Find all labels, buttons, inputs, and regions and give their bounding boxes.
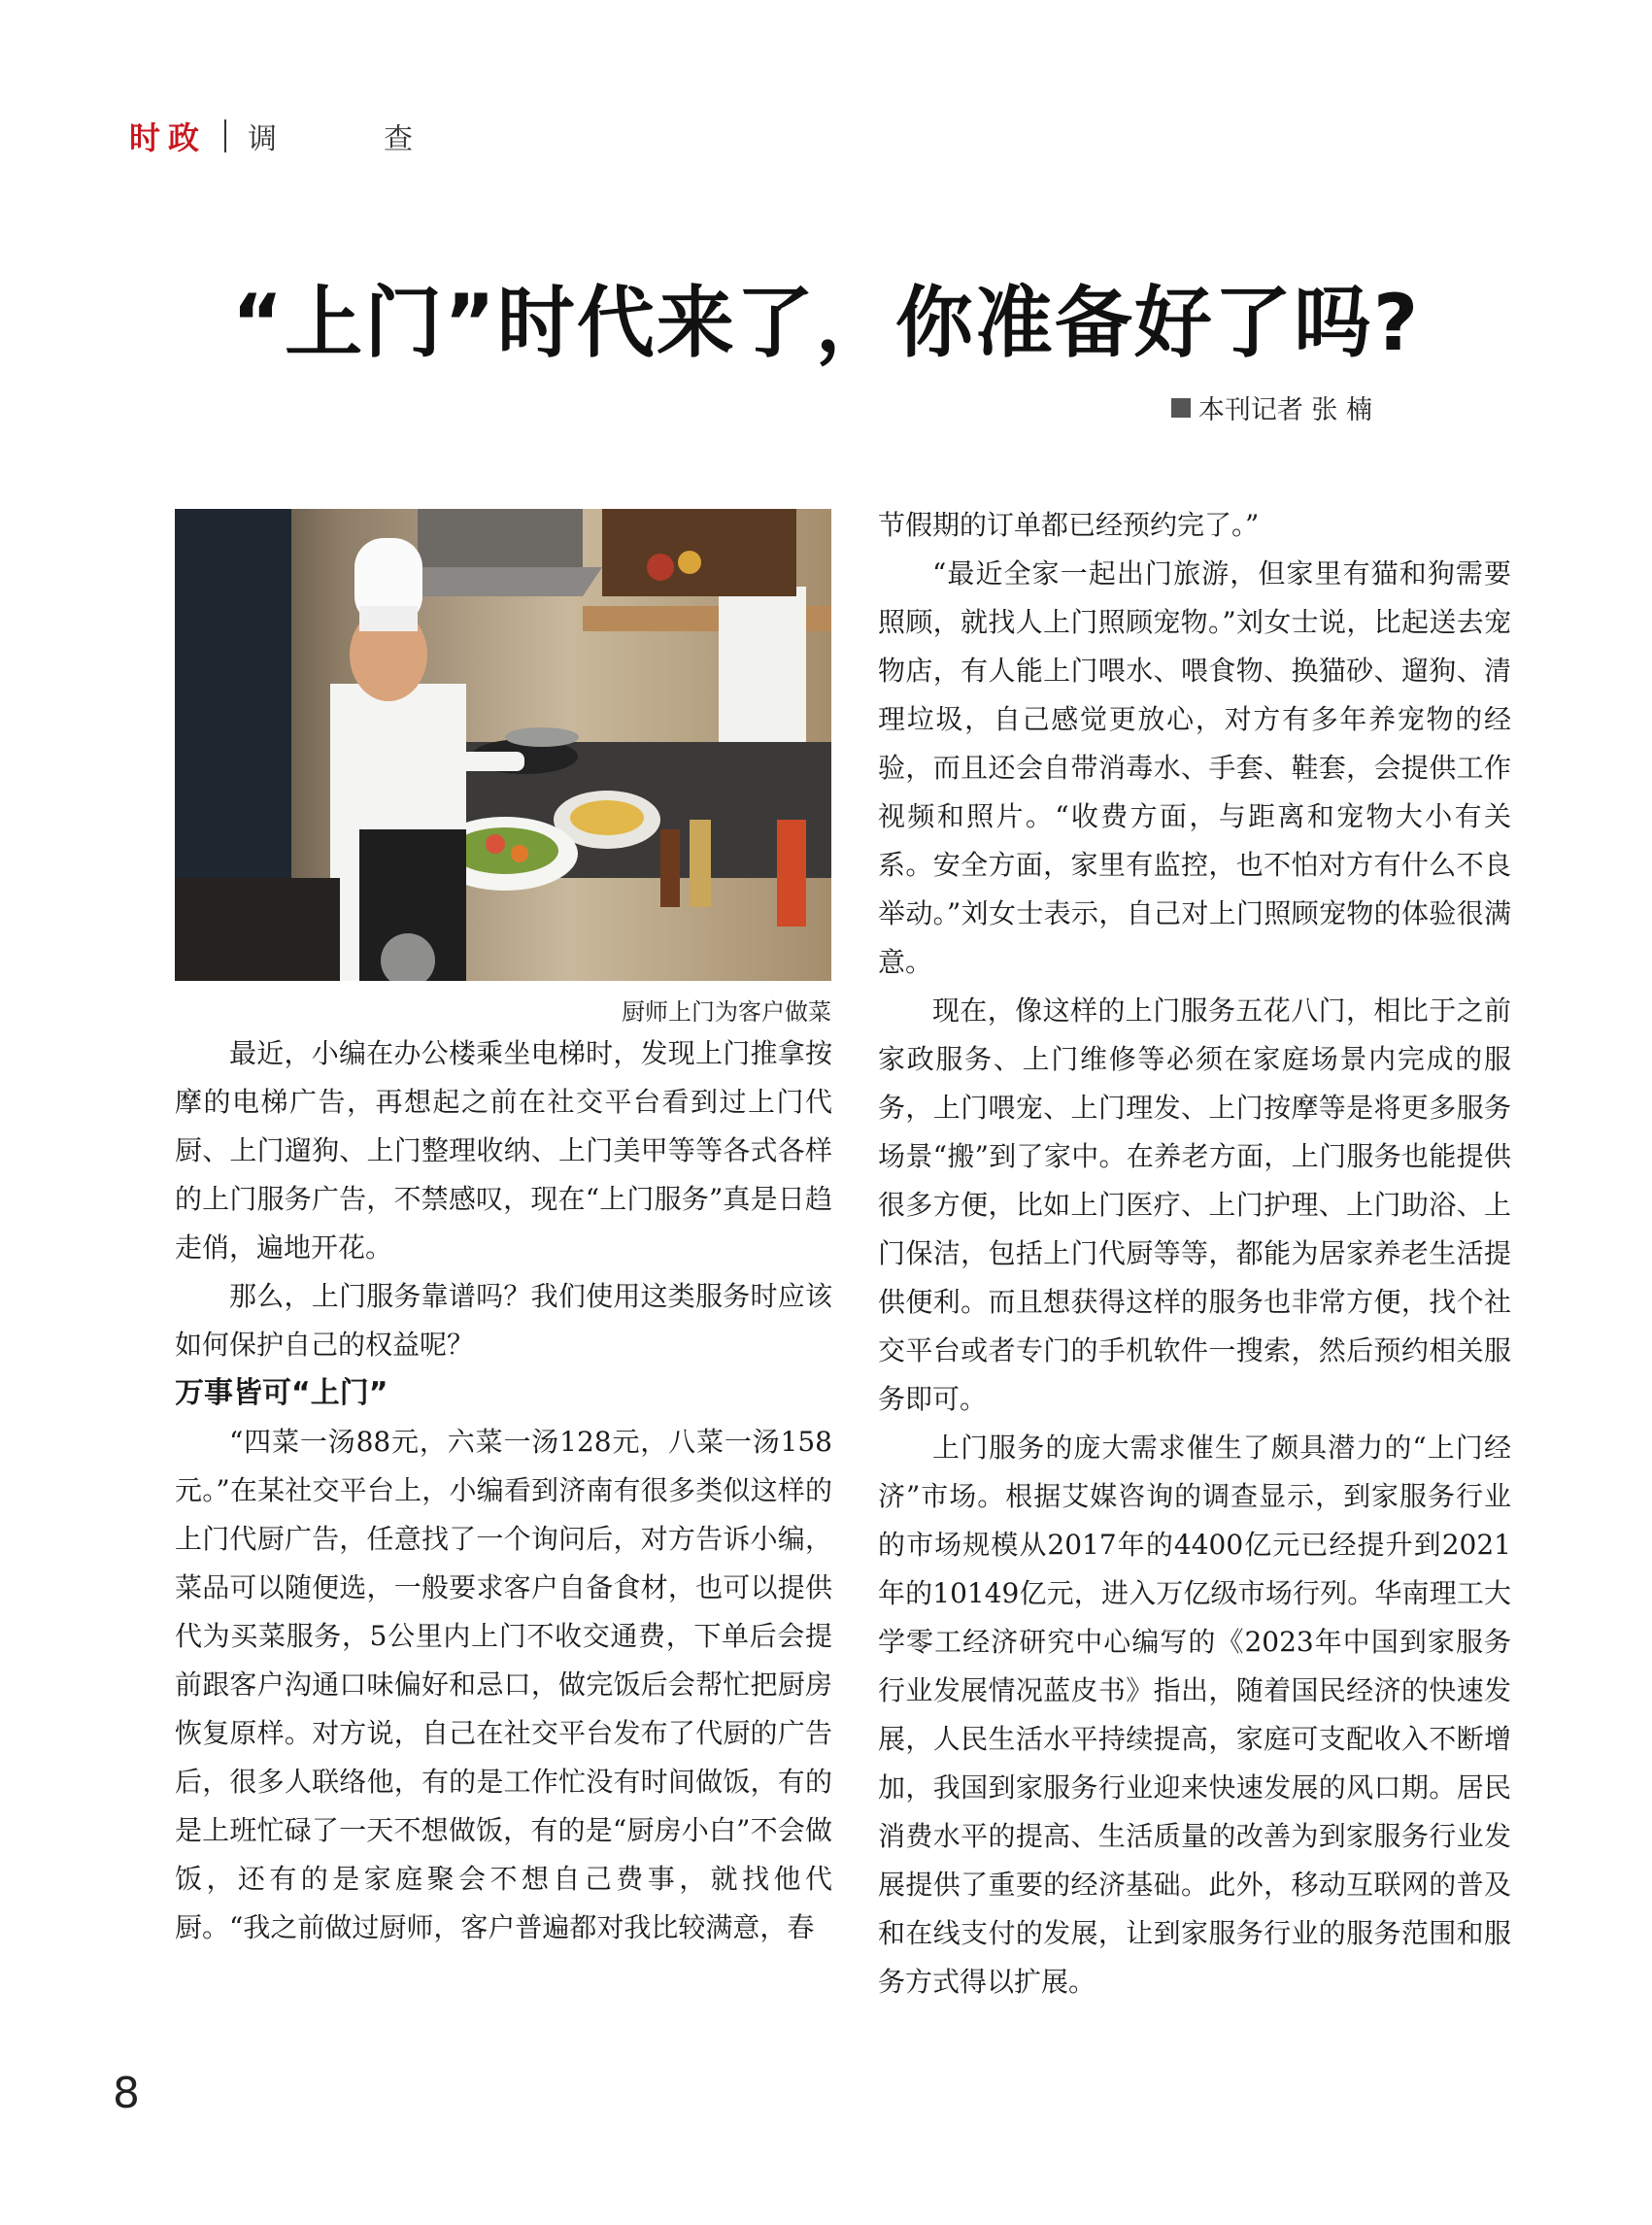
photo-caption: 厨师上门为客户做菜	[622, 998, 831, 1026]
paragraph: 现在，像这样的上门服务五花八门，相比于之前家政服务、上门维修等必须在家庭场景内完成的服务，上门喂宠、上门理发、上门按摩等是将更多服务场景“搬”到了家中。在养老方面，上门服务也能提供很多方便，比如上门医疗、上门护理、上门助浴、上门保洁，包括上门代厨等等，都能为居家养老生活提供便利。而且想获得这样的服务也非常方便，找个社交平台或者专门的手机软件一搜索，然后预约相关服务即可。	[878, 995, 1511, 1415]
paragraph: “四菜一汤88元，六菜一汤128元，八菜一汤158元。”在某社交平台上，小编看到济南有很多类似这样的上门代厨广告，任意找了一个询问后，对方告诉小编，菜品可以随便选，一般要求客户自备食材，也可以提供代为买菜服务，5公里内上门不收交通费，下单后会提前跟客户沟通口味偏好和忌口，做完饭后会帮忙把厨房恢复原样。对方说，自己在社交平台发布了代厨的广告后，很多人联络他，有的是工作忙没有时间做饭，有的是上班忙碌了一天不想做饭，有的是“厨房小白”不会做饭，还有的是家庭聚会不想自己费事，就找他代厨。“我之前做过厨师，客户普遍都对我比较满意，春	[175, 1426, 832, 1943]
byline-square-icon	[1171, 398, 1191, 418]
article-title: “上门”时代来了，你准备好了吗?	[231, 278, 1421, 368]
paragraph: 最近，小编在办公楼乘坐电梯时，发现上门推拿按摩的电梯广告，再想起之前在社交平台看到过上门代厨、上门遛狗、上门整理收纳、上门美甲等等各式各样的上门服务广告，不禁感叹，现在“上门服务”真是日趋走俏，遍地开花。	[175, 1037, 832, 1264]
paragraph: “最近全家一起出门旅游，但家里有猫和狗需要照顾，就找人上门照顾宠物。”刘女士说，比起送去宠物店，有人能上门喂水、喂食物、换猫砂、遛狗、清理垃圾，自己感觉更放心，对方有多年养宠物的经验，而且还会自带消毒水、手套、鞋套，会提供工作视频和照片。“收费方面，与距离和宠物大小有关系。安全方面，家里有监控，也不怕对方有什么不良举动。”刘女士表示，自己对上门照顾宠物的体验很满意。	[878, 557, 1511, 978]
paragraph: 那么，上门服务靠谱吗？我们使用这类服务时应该如何保护自己的权益呢？	[175, 1280, 832, 1361]
section-header	[129, 115, 452, 157]
section-label: 时政	[129, 119, 208, 156]
left-column	[175, 1029, 832, 1952]
article-photo	[175, 509, 831, 981]
byline-text: 本刊记者 张 楠	[1197, 395, 1372, 425]
paragraph: 上门服务的庞大需求催生了颇具潜力的“上门经济”市场。根据艾媒咨询的调查显示，到家服务行业的市场规模从2017年的4400亿元已经提升到2021年的10149亿元，进入万亿级市场行列。华南理工大学零工经济研究中心编写的《2023年中国到家服务行业发展情况蓝皮书》指出，随着国民经济的快速发展，人民生活水平持续提高，家庭可支配收入不断增加，我国到家服务行业迎来快速发展的风口期。居民消费水平的提高、生活质量的改善为到家服务行业发展提供了重要的经济基础。此外，移动互联网的普及和在线支付的发展，让到家服务行业的服务范围和服务方式得以扩展。	[878, 1432, 1511, 1998]
subsection-label: 调 查	[248, 122, 453, 156]
header-divider	[224, 119, 226, 152]
right-column	[878, 501, 1511, 2006]
subheading: 万事皆可“上门”	[175, 1376, 388, 1410]
paragraph-continuation: 节假期的订单都已经预约完了。”	[878, 509, 1260, 541]
page-number: 8	[113, 2069, 140, 2118]
byline	[1171, 388, 1372, 426]
chef-cooking-photo	[175, 509, 831, 981]
